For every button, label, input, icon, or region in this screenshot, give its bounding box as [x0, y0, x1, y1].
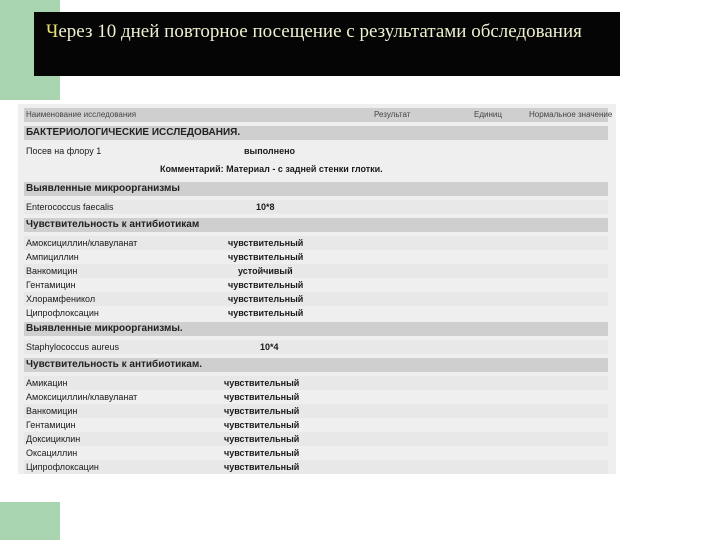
sens2-antibiotic: Амоксициллин/клавуланат [26, 392, 138, 402]
sens1-antibiotic: Амоксициллин/клавуланат [26, 238, 138, 248]
sens2-result: чувствительный [224, 434, 300, 444]
sens1-row [24, 278, 608, 292]
sens2-row [24, 390, 608, 404]
sens2-antibiotic: Амикацин [26, 378, 68, 388]
micro1-heading: Выявленные микроорганизмы [26, 183, 180, 194]
sens2-row [24, 376, 608, 390]
sens1-antibiotic: Ванкомицин [26, 266, 78, 276]
sens2-result: чувствительный [224, 448, 300, 458]
sens1-antibiotic: Ципрофлоксацин [26, 308, 99, 318]
sens2-result: чувствительный [224, 406, 300, 416]
sens1-result: устойчивый [238, 266, 293, 276]
sens2-antibiotic: Гентамицин [26, 420, 76, 430]
report-header-row [24, 108, 613, 122]
sens1-antibiotic: Хлорамфеникол [26, 294, 96, 304]
sens1-row [24, 264, 608, 278]
micro2-organism-row [24, 340, 608, 354]
sens2-row [24, 446, 608, 460]
sowing-result: выполнено [244, 146, 296, 156]
sens1-result: чувствительный [228, 252, 304, 262]
sens2-heading: Чувствительность к антибиотикам. [26, 359, 203, 370]
sens2-heading-row [24, 358, 608, 372]
sens2-result: чувствительный [224, 378, 300, 388]
sens1-antibiotic: Ампициллин [26, 252, 79, 262]
micro2-count: 10*4 [260, 342, 279, 352]
header-norm: Нормальное значение [529, 110, 613, 119]
sens1-row [24, 306, 608, 320]
sens1-row [24, 236, 608, 250]
sens2-result: чувствительный [224, 462, 300, 472]
sens1-row [24, 292, 608, 306]
slide-title-box [34, 12, 620, 76]
sens2-antibiotic: Ванкомицин [26, 406, 78, 416]
sowing-row [24, 144, 608, 158]
sens2-antibiotic: Доксициклин [26, 434, 81, 444]
decorative-green-bar-bottom [0, 502, 60, 540]
sens1-result: чувствительный [228, 294, 304, 304]
sens2-result: чувствительный [224, 392, 300, 402]
sens2-result: чувствительный [224, 420, 300, 430]
header-result: Результат [374, 110, 411, 119]
sens1-result: чувствительный [228, 280, 304, 290]
micro1-organism-row [24, 200, 608, 214]
section-bacteriology [24, 126, 608, 140]
sens1-result: чувствительный [228, 238, 304, 248]
scanned-lab-report [18, 104, 616, 474]
sens2-row [24, 432, 608, 446]
section-bacteriology-title: БАКТЕРИОЛОГИЧЕСКИЕ ИССЛЕДОВАНИЯ. [26, 127, 241, 138]
sowing-name: Посев на флору 1 [26, 146, 102, 156]
micro1-heading-row [24, 182, 608, 196]
header-unit: Единиц [474, 110, 502, 119]
micro2-heading-row [24, 322, 608, 336]
comment-row [24, 162, 608, 176]
sens2-row [24, 418, 608, 432]
header-name: Наименование исследования [26, 110, 137, 119]
micro2-organism: Staphylococcus aureus [26, 342, 120, 352]
sens2-row [24, 460, 608, 474]
comment-text: Комментарий: Материал - с задней стенки глотки. [160, 164, 383, 174]
micro1-organism: Enterococcus faecalis [26, 202, 114, 212]
title-rest: ерез 10 дней повторное посещение с результатами обследования [58, 21, 582, 42]
micro1-count: 10*8 [256, 202, 275, 212]
sens2-antibiotic: Ципрофлоксацин [26, 462, 99, 472]
sens1-result: чувствительный [228, 308, 304, 318]
sens2-row [24, 404, 608, 418]
slide-title [46, 20, 612, 44]
title-first-letter: Ч [46, 21, 59, 42]
sens1-row [24, 250, 608, 264]
sens1-heading: Чувствительность к антибиотикам [26, 219, 200, 230]
sens2-antibiotic: Оксациллин [26, 448, 78, 458]
sens1-antibiotic: Гентамицин [26, 280, 76, 290]
sens1-heading-row [24, 218, 608, 232]
micro2-heading: Выявленные микроорганизмы. [26, 323, 183, 334]
